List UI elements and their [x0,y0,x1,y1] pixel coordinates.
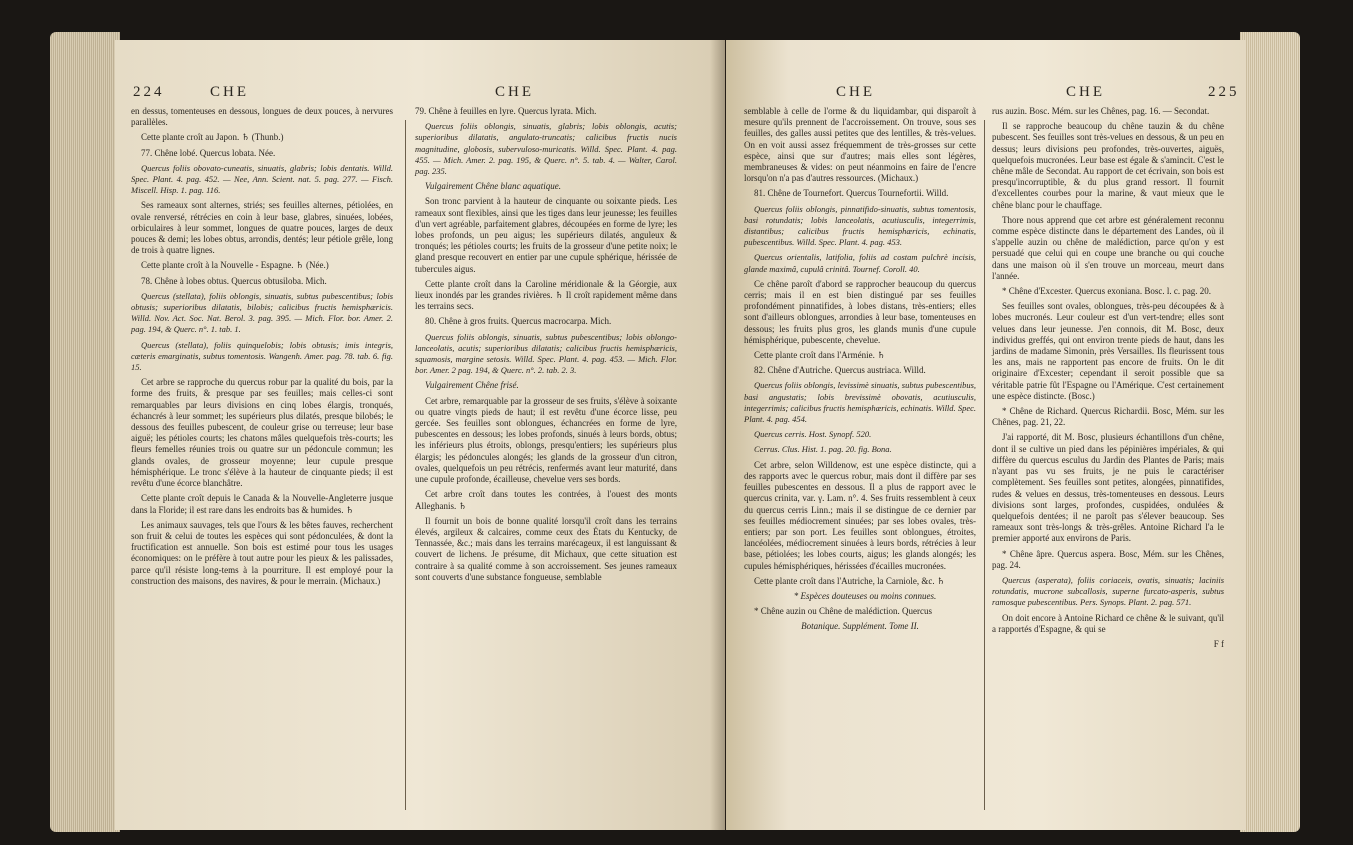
page-footer: Botanique. Supplément. Tome II. [801,621,919,632]
paragraph: Cet arbre, remarquable par la grosseur de ses fruits, s'élève à soixante ou quatre vingts pieds de haut; il est revêtu d'une écorce lisse, peu gercée. Ses feuilles sont oblongues, échancrées en forme de lyre, pubescentes en dessous; les lobes profonds, sinués à leurs bords, obtus; les inférieurs plus étroits, oblongs, presqu'entiers; les supérieurs plus élargis; les pédoncules alongés; les glands de la grosseur d'un citron, ovales, quelquefois un peu rétrécis, renfermés avant leur maturité, dans une cupule profonde, écailleuse, chevelue vers ses bords. [415,395,677,485]
paragraph: Cette plante croît à la Nouvelle - Espagne. ♄ (Née.) [141,260,329,271]
latin-description: Quercus foliis oblongis, sinuatis, subtus pubescentibus; lobis oblongo-lanceolatis, acutis; superioribus dilatatis; calicibus fructis hemisphæricis, squamosis, margine setosis. Willd. Spec. Plant. 4. pag. 453. — Mich. Flor. bor. Amer. 2 pag. 194, & Querc. n°. 2. tab. 2. 3. [415,331,677,376]
entry-heading: 82. Chêne d'Autriche. Quercus austriaca. Willd. [754,365,926,376]
entry-heading: 78. Chêne à lobes obtus. Quercus obtusiloba. Mich. [141,275,327,286]
paragraph: Ce chêne paroît d'abord se rapprocher beaucoup du quercus cerris; mais il en est bien distingué par ses feuilles profondément pinnatifides, à lobes distans, très-entiers; elles sont d'ailleurs oblongues, arrondies à leur base, tomenteuses en dessous; les fruits plus gros, les glands munis d'une cupule hémisphérique, pubescente, chevelue. [744,278,976,345]
paragraph: On doit encore à Antoine Richard ce chêne & le suivant, qu'il a rapportés d'Espagne, & qui se [992,612,1224,634]
left-column-1 [131,106,393,591]
signature-mark: F f [1213,638,1224,649]
entry-heading: * Chêne de Richard. Quercus Richardii. Bosc, Mém. sur les Chênes, pag. 21, 22. [992,406,1224,428]
right-header-2: CHE [1066,84,1105,100]
latin-description: Quercus foliis oblongis, pinnatifido-sinuatis, subtus tomentosis, basi rotundatis; lobis lanceolatis, acutiusculis, integerrimis, distantibus; calicibus fructis hemisphæricis, echinatis, pubescentibus. Willd. Spec. Plant. 4. pag. 453. [744,203,976,248]
synonym: Cerrus. Clus. Hist. 1. pag. 20. fig. Bona. [754,444,892,455]
paragraph: rus auzin. Bosc. Mém. sur les Chênes, pag. 16. — Secondat. [992,106,1210,116]
paragraph: Cet arbre croît dans toutes les contrées, à l'ouest des monts Alleghanis. ♄ [415,489,677,511]
right-column-1 [744,106,976,637]
section-heading: * Espèces douteuses ou moins connues. [793,590,937,601]
paragraph: Thore nous apprend que cet arbre est généralement reconnu comme espèce distincte dans le département des Landes, où il s'appelle auzin ou chêne de malédiction, parce qu'on y est persuadé que celui qui en coupe une branche ou qui couche dans une maison où il s'en trouve un morceau, meurt dans l'année. [992,214,1224,281]
paragraph: Cette plante croît dans l'Autriche, la Carniole, &c. ♄ [754,575,945,586]
left-page [115,40,725,830]
entry-heading: 77. Chêne lobé. Quercus lobata. Née. [141,147,276,158]
paragraph: Ses rameaux sont alternes, striés; ses feuilles alternes, pétiolées, en ovale renversé, rétrécies en coin à leur base, glabres, sinuées, lobées, orbiculaires à leur sommet, longues de quatre pouces, larges de deux pouces & demi; les lobes obtus, arrondis, dentés; leur pétiole grêle, long de trois à quatre lignes. [131,200,393,256]
paragraph: semblable à celle de l'orme & du liquidambar, qui disparoît à mesure qu'ils prennent de l'accroissement. On trouve, sous ses feuilles, des galles aussi petites que des lentilles, & très-velues. On en voit aussi assez fréquemment de très-grosses sur cette espèce, ainsi que sur d'autres; mais elles sont légères, membraneuses & vides: on peut néanmoins en faire de l'encre lorsqu'on n'a pas d'autres ressources. (Michaux.) [744,106,976,184]
page-edges-right [1240,32,1300,832]
latin-description: Quercus (stellata), foliis quinquelobis; lobis obtusis; imis integris, cæteris emarginatis, subtus tomentosis. Wangenh. Amer. pag. 78. tab. 6. fig. 15. [131,339,393,373]
latin-description: Quercus foliis oblongis, levissimè sinuatis, subtus pubescentibus, basi angustatis; lobis brevissimè obovatis, acutiusculis, integerrimis; calicibus fructis hemisphæricis, echinatis. Willd. Spec. Plant. 4. pag. 454. [744,380,976,425]
left-header-2: CHE [495,84,534,100]
page-edges-left [50,32,120,832]
paragraph: Cet arbre, selon Willdenow, est une espèce distincte, qui a des rapports avec le quercus robur, mais dont il diffère par ses feuilles pubescentes en dessous. Il a plus de rapport avec le quercus crinita, var. γ. Lam. n°. 4. Ses fruits ressemblent à ceux du quercus cerris Linn.; mais il se distingue de ce dernier par ses feuilles médiocrement sinuées; par ses lobes ovales, très-entiers; par son port. Les feuilles sont oblongues, étroites, lancéolées, médiocrement sinuées à leurs bords, rétrécies à leur base, pétiolées; les lobes courts, aigus; les glands alongés; les cupules hémisphériques, hérissées d'écailles mucronées. [744,459,976,571]
latin-description: Quercus orientalis, latifolia, foliis ad costam pulchrè incisis, glande maximâ, cupulâ crinitâ. Tournef. Coroll. 40. [744,252,976,274]
open-book [50,14,1300,834]
right-page-number: 225 [1208,84,1240,100]
column-rule [405,120,406,810]
left-header-1: CHE [210,84,249,100]
left-column-2 [415,106,677,587]
paragraph: Cette plante croît depuis le Canada & la Nouvelle-Angleterre jusque dans la Floride; il est rare dans les endroits bas & humides. ♄ [131,493,393,515]
entry-heading: 80. Chêne à gros fruits. Quercus macrocarpa. Mich. [425,316,612,327]
paragraph: Il fournit un bois de bonne qualité lorsqu'il croît dans les terrains élevés, argileux & calcaires, comme ceux des États du Kentucky, de Tennassée, &c.; mais dans les terrains marécageux, il est languissant & couvert de lichens. Je présume, dit Michaux, que cette situation est contraire à sa qualité comme à son accroissement. Ses jeunes rameaux sont couverts d'une substance fongueuse, semblable [415,515,677,582]
paragraph: Il se rapproche beaucoup du chêne tauzin & du chêne pubescent. Ses feuilles sont très-velues en dessous, & un peu en dessus; leurs divisions peu profondes, très-ouvertes, aiguës, quelquefois mucronées. Leur base est égale & s'amincit. C'est le chêne mâle de Secondat. Au rapport de cet écrivain, son bois est presqu'incorruptible, & du plus grand ressort. Il fournit d'excellentes courbes pour la marine, & vaut mieux que le chêne blanc pour le chauffage. [992,121,1224,210]
paragraph: Cette plante croît dans la Caroline méridionale & la Géorgie, aux lieux inondés par les grandes rivières. ♄ Il croît rapidement même dans les terrains secs. [415,278,677,312]
latin-description: Quercus (asperata), foliis coriaceis, ovatis, sinuatis; laciniis rotundatis, mucrone subcallosis, superne furcato-asperis, subtus ramosque pubescentibus. Pers. Synops. Plant. 2. pag. 571. [992,574,1224,608]
paragraph: J'ai rapporté, dit M. Bosc, plusieurs échantillons d'un chêne, dont il se cultive un pied dans les pépinières impériales, & qui diffère du quercus esculus du Jardin des Plantes de Paris; mais n'ayant pas vu ses fruits, je ne puis le caractériser complètement. Ses feuilles sont petites, alongées, pinnatifides, rudes & velues en dessus, très-tomenteuses en dessous. Leurs divisions sont larges, profondes, cuspidées, ondulées & quelquefois dentées; il ne paroît pas s'élever beaucoup. Ses rameaux sont très-longs & très-grêles. Antoine Richard l'a le premier apporté aux environs de Paris. [992,432,1224,544]
paragraph: Cette plante croît au Japon. ♄ (Thunb.) [141,132,284,143]
paragraph: Son tronc parvient à la hauteur de cinquante ou soixante pieds. Les rameaux sont flexibles, ainsi que les tiges dans leur jeunesse; les feuilles d'un vert agréable, parfaitement glabres, découpées en forme de lyre; les lobes profonds, un peu aigus; les supérieurs dilatés, anguleux & tronqués; les pétioles courts; les fruits de la grosseur d'une petite noix; le gland presque recouvert en entier par une cupule sphérique, hérissée de tubercules aigus. [415,196,677,274]
right-page [726,40,1246,830]
paragraph: en dessus, tomenteuses en dessous, longues de deux pouces, à nervures parallèles. [131,106,393,128]
latin-description: Quercus (stellata), foliis oblongis, sinuatis, subtus pubescentibus; lobis obtusis; superioribus dilatatis, bilobis; calicibus fructis hemisphæricis. Willd. Nov. Act. Soc. Nat. Berol. 3. pag. 395. — Mich. Flor. bor. Amer. 2. pag. 194, & Querc. n°. 1. tab. 1. [131,290,393,335]
latin-description: Quercus foliis obovato-cuneatis, sinuatis, glabris; lobis dentatis. Willd. Spec. Plant. 4. pag. 452. — Nee, Ann. Scient. nat. 5. pag. 277. — Fisch. Miscell. Hisp. 1. pag. 116. [131,162,393,196]
paragraph: Ses feuilles sont ovales, oblongues, très-peu découpées & à lobes mucronés. Leur couleur est d'un vert-tendre; elles sont velues dans leur jeunesse. J'en connois, dit M. Bosc, deux individus greffés, qui ont environ trente pieds de haut, dans les jardins de madame Simonin, près Versailles. Ils fleurissent tous les ans, mais ne rapportent pas encore de fruits. On le dit originaire d'Excester; cependant il seroit possible que sa véritable patrie fût l'Espagne ou l'Amérique. C'est certainement une espèce distincte. (Bosc.) [992,301,1224,401]
vernacular-name: Vulgairement Chêne blanc aquatique. [425,181,561,192]
column-rule [984,120,985,810]
left-page-number: 224 [133,84,165,100]
entry-heading: 81. Chêne de Tournefort. Quercus Tournefortii. Willd. [754,188,949,199]
paragraph: Cette plante croît dans l'Arménie. ♄ [754,350,886,361]
entry-heading: 79. Chêne à feuilles en lyre. Quercus lyrata. Mich. [415,106,597,116]
latin-description: Quercus foliis oblongis, sinuatis, glabris; lobis oblongis, acutis; superioribus dilatatis, angulato-truncatis; calicibus fructis nucis magnitudine, globosis, subervuloso-muricatis. Willd. Spec. Plant. 4. pag. 455. — Mich. Amer. 2. pag. 195, & Querc. n°. 5. tab. 4. — Walter, Carol. pag. 235. [415,121,677,177]
entry-heading: * Chêne auzin ou Chêne de malédiction. Quercus [754,606,932,617]
entry-heading: * Chêne âpre. Quercus aspera. Bosc, Mém. sur les Chênes, pag. 24. [992,548,1224,570]
vernacular-name: Vulgairement Chêne frisé. [425,380,519,391]
paragraph: Cet arbre se rapproche du quercus robur par la qualité du bois, par la forme des fruits, & presque par ses feuilles; mais celles-ci sont remarquables par leurs divisions en cinq lobes élargis, tronqués, échancrés à leur sommet; les supérieurs plus dilatés, presque bilobés; le dessous des feuilles pubescent, de couleur grise ou terreuse; leur base aiguë; les pétioles courts; les chatons mâles quelquefois très-courts; les fleurs femelles réunies trois ou quatre sur un pédoncule commun; les glands ovales, de grosseur moyenne; leur cupule presque hémisphérique. Le tronc s'élève à la hauteur de cinquante pieds; il est revêtu d'une écorce blanchâtre. [131,377,393,489]
synonym: Quercus cerris. Host. Synopf. 520. [754,429,872,440]
paragraph: Les animaux sauvages, tels que l'ours & les bêtes fauves, recherchent son fruit & celui de toutes les espèces qui sont pédonculées, & dont la fructification est annuelle. Son bois est estimé pour tous les usages économiques: on le préfère à tout autre pour les pieux & les palissades, parce qu'il résiste long-tems à la pourriture. Il est employé pour la construction des maisons, des navires, & pour le merrain. (Michaux.) [131,519,393,586]
right-header-1: CHE [836,84,875,100]
entry-heading: * Chêne d'Excester. Quercus exoniana. Bosc. l. c. pag. 20. [1002,286,1212,297]
right-column-2 [992,106,1224,654]
